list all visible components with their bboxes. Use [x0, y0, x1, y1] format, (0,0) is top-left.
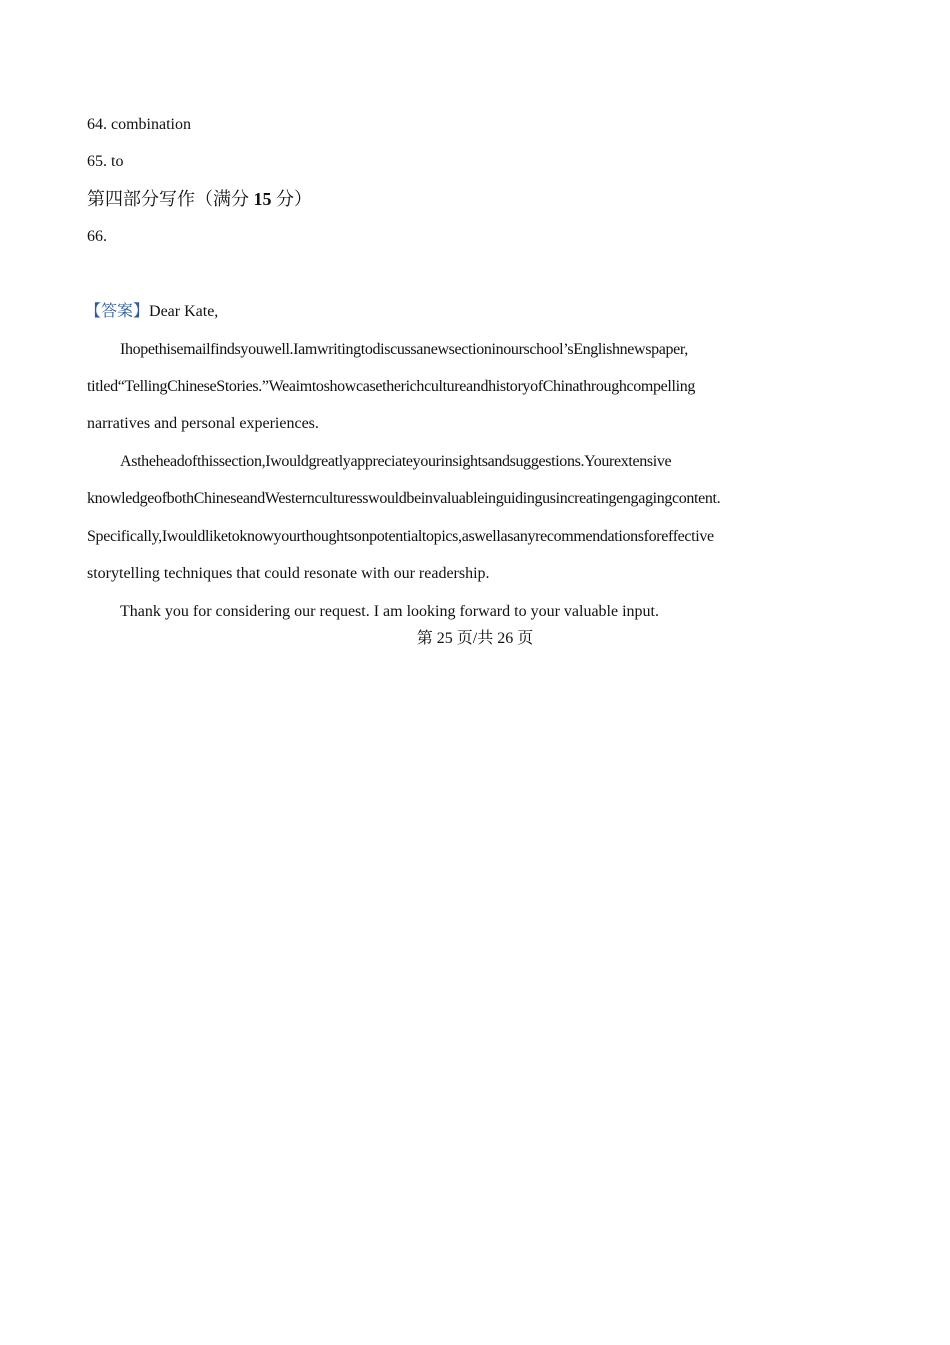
paragraph-1-line-1: Ihopethisemailfindsyouwell.Iamwritingtodiscussanewsectioninourschool’sEnglishnewspaper, [120, 341, 688, 358]
answer-item-65: 65. to [87, 153, 124, 170]
section-heading-suffix: 分） [276, 189, 312, 209]
section-heading [87, 188, 312, 210]
page-footer: 第 25 页/共 26 页 [416, 630, 534, 647]
paragraph-1-line-3: narratives and personal experiences. [87, 415, 319, 432]
section-heading-prefix: 第四部分写作（满分 [87, 189, 249, 209]
answer-tag: 【答案】 [85, 303, 150, 320]
paragraph-2-line-2: knowledgeofbothChineseandWesternculturesswouldbeinvaluableinguidingusincreatingengagingcontent. [87, 490, 721, 507]
paragraph-2-line-3: Specifically,Iwouldliketoknowyourthoughtsonpotentialtopics,aswellasanyrecommendationsforeffective [87, 528, 714, 545]
paragraph-2-line-4: storytelling techniques that could resonate with our readership. [87, 565, 490, 582]
answer-item-64: 64. combination [87, 116, 191, 133]
answer-item-66: 66. [87, 228, 107, 245]
answer-salutation-line [85, 302, 218, 322]
paragraph-1-line-2: titled“TellingChineseStories.”WeaimtoshowcasetherichcultureandhistoryofChinathroughcompelling [87, 378, 695, 395]
salutation: Dear Kate, [149, 303, 219, 320]
paragraph-3-line-1: Thank you for considering our request. I am looking forward to your valuable input. [120, 603, 659, 620]
section-score: 15 [253, 189, 272, 209]
paragraph-2-line-1: Astheheadofthissection,Iwouldgreatlyappreciateyourinsightsandsuggestions.Yourextensive [120, 453, 672, 470]
